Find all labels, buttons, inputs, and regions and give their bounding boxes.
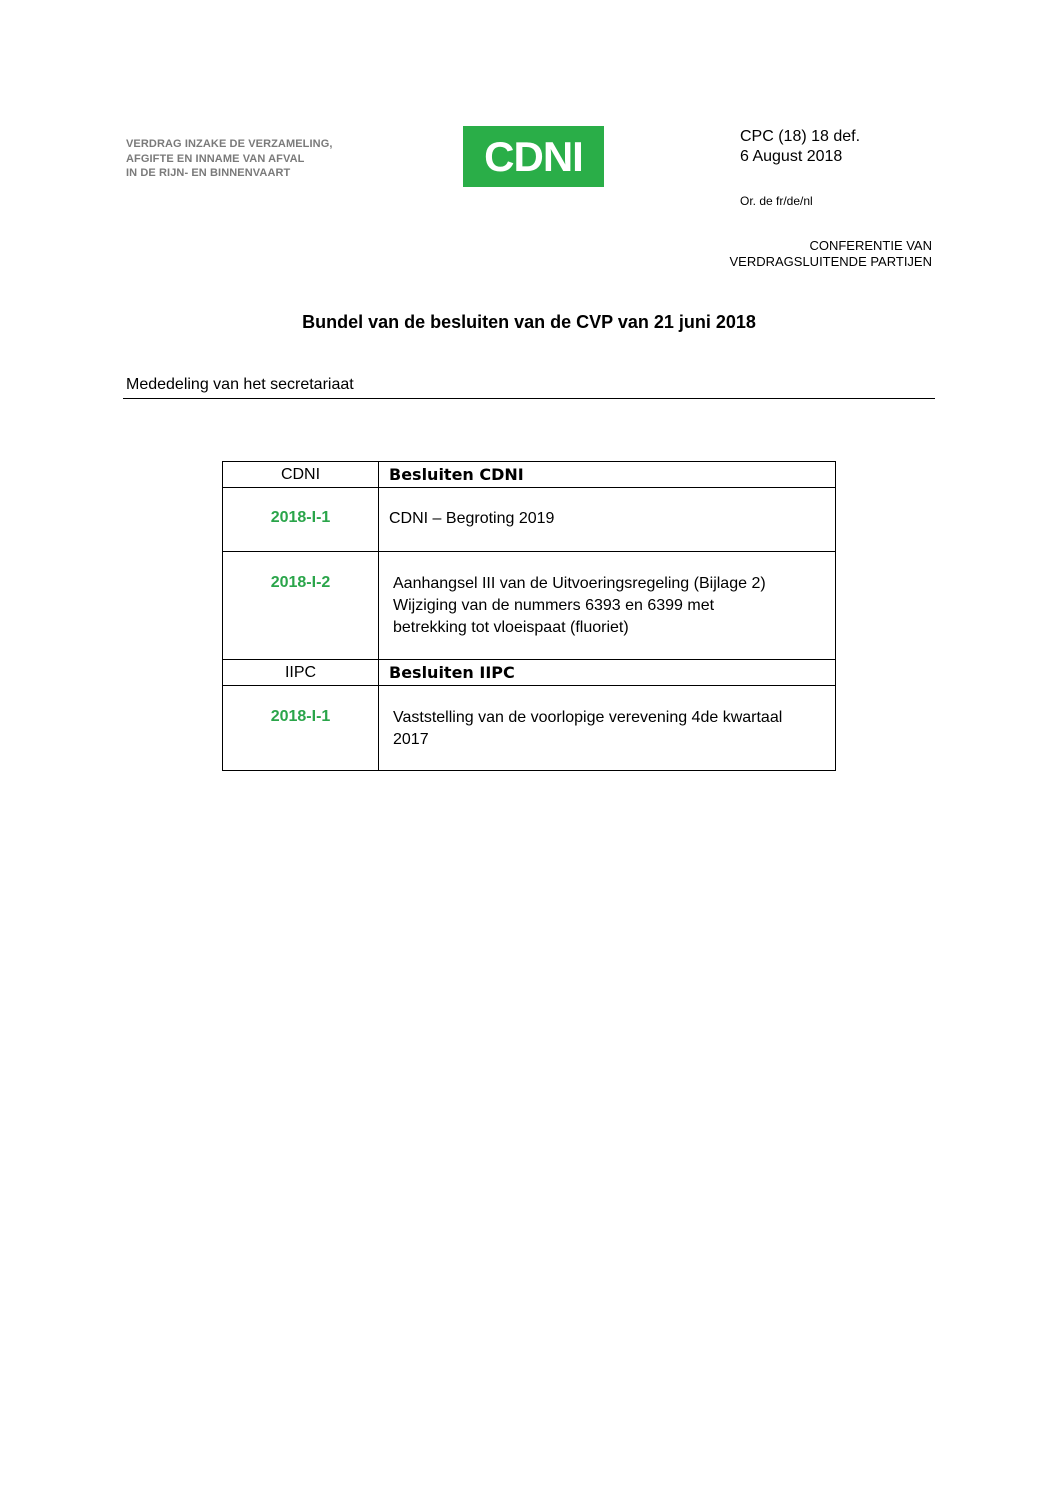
cdni-logo [463,126,604,187]
decision-code-cell [223,488,379,552]
section-code-cell [223,462,379,488]
decision-row [223,686,836,771]
decision-code: 2018-I-1 [270,708,331,725]
section-code: CDNI [280,466,321,483]
organization-name [126,137,386,181]
section-heading: Besluiten CDNI [389,465,524,484]
conference-name [729,238,932,270]
decision-description-line: Wijziging van de nummers 6393 en 6399 met [393,597,715,614]
decision-code-cell [223,552,379,660]
document-date: 6 August 2018 [740,148,843,165]
decision-description-line: 2017 [393,731,429,748]
decision-row [223,552,836,660]
decisions-table [222,461,836,771]
logo-text: CDNI [484,132,583,180]
section-heading-cell [379,660,836,686]
decision-code: 2018-I-2 [270,574,331,591]
decision-description-cell [379,552,836,660]
title-divider [123,398,935,399]
decision-code: 2018-I-1 [270,509,331,526]
reference-number: CPC (18) 18 def. [740,128,861,145]
original-language: Or. de fr/de/nl [740,194,813,208]
section-code: IIPC [284,664,317,681]
decision-description-line: Vaststelling van de voorlopige verevening 4de kwartaal [393,709,783,726]
section-header-row [223,462,836,488]
decision-description-cell [379,686,836,771]
decision-description [379,552,835,639]
section-code-cell [223,660,379,686]
section-heading: Besluiten IIPC [389,663,515,682]
conference-line: CONFERENTIE VAN [809,238,932,253]
conference-line: VERDRAGSLUITENDE PARTIJEN [729,254,932,269]
organization-line: AFGIFTE EN INNAME VAN AFVAL [126,152,305,165]
decision-description-line: CDNI – Begroting 2019 [389,510,555,527]
decision-row [223,488,836,552]
decision-description [379,686,835,751]
page-title: Bundel van de besluiten van de CVP van 21 juni 2018 [302,312,756,332]
decision-description-cell [379,488,836,552]
organization-line: IN DE RIJN- EN BINNENVAART [126,167,291,179]
section-header-row [223,660,836,686]
page-subtitle: Mededeling van het secretariaat [126,376,354,393]
section-heading-cell [379,462,836,488]
decision-code-cell [223,686,379,771]
document-reference [740,127,860,167]
decision-description-line: betrekking tot vloeispaat (fluoriet) [393,619,629,636]
organization-line: VERDRAG INZAKE DE VERZAMELING, [126,138,333,150]
decision-description-line: Aanhangsel III van de Uitvoeringsregeling (Bijlage 2) [393,575,766,592]
